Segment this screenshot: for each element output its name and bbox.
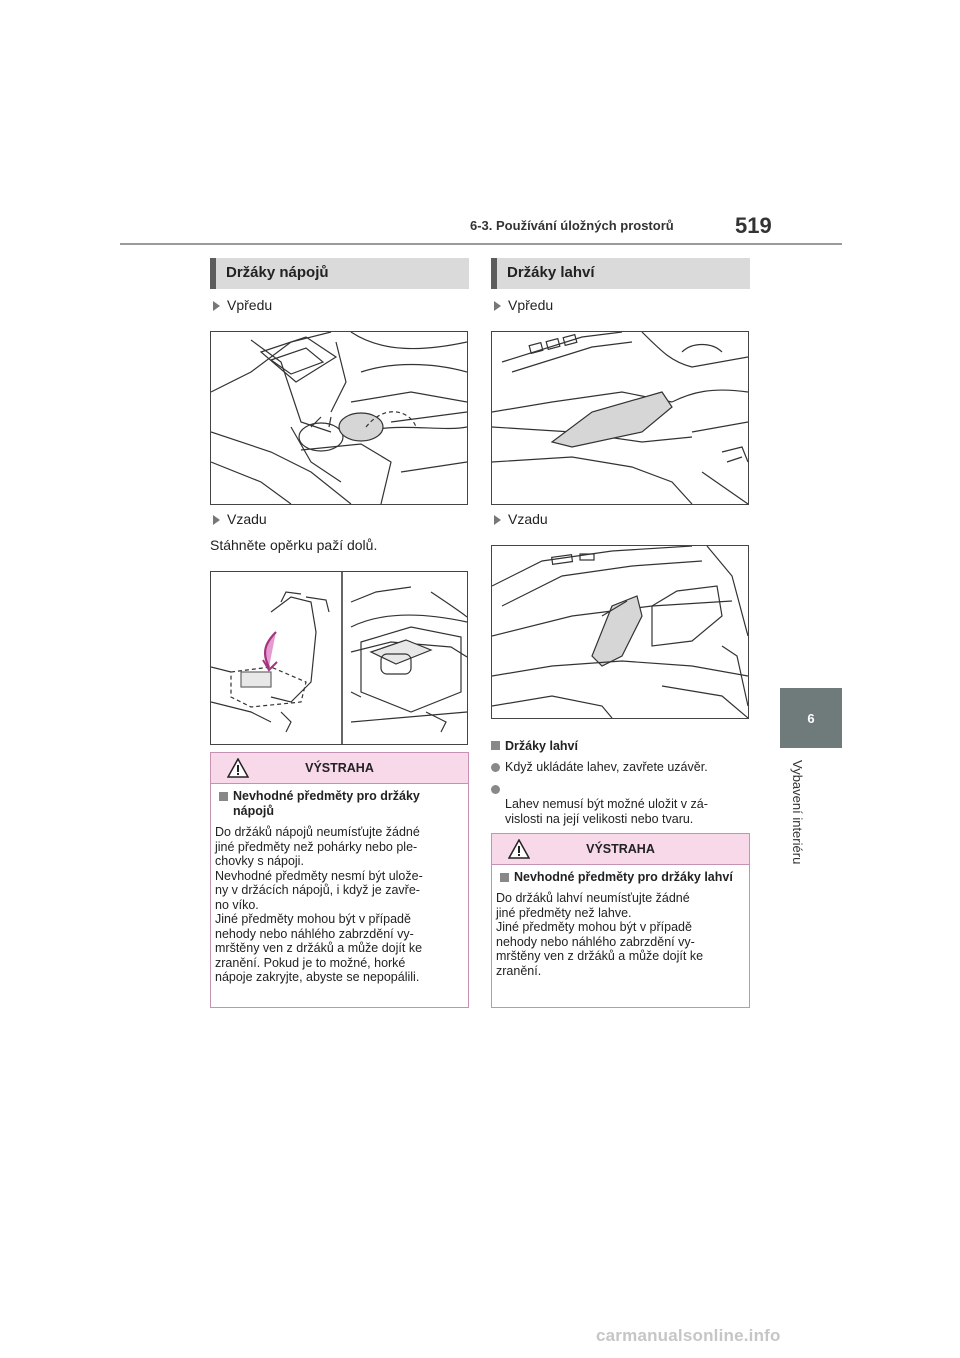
cup-holders-heading: Držáky nápojů [210, 258, 469, 289]
triangle-bullet-icon [494, 301, 501, 311]
bottle-note-1: Když ukládáte lahev, zavřete uzávěr. [491, 760, 749, 775]
warning-title: VÝSTRAHA [305, 761, 374, 775]
triangle-bullet-icon [213, 301, 220, 311]
bottle-holder-warning [491, 833, 750, 1008]
warning-header [211, 753, 468, 784]
front-bottle-holder-illustration [491, 331, 749, 505]
square-bullet-icon [219, 792, 228, 801]
page-number: 519 [735, 213, 772, 238]
section-title: 6-3. Používání úložných prostorů [470, 218, 674, 233]
bottle-notes-heading: Držáky lahví [491, 739, 578, 753]
warning-triangle-icon [508, 839, 530, 859]
chapter-label: Vybavení interiéru [790, 760, 805, 865]
rear-bottle-label: Vzadu [494, 511, 548, 527]
front-cup-holder-illustration [210, 331, 468, 505]
warning-text: Do držáků nápojů neumísťujte žádné jiné předměty než pohárky nebo ple- chovky s nápoji. Nevhodné předměty nesmí být ulože- ny v držácích nápojů, i když je zavře- no víko. Jiné předměty mohou být v případě nehody nebo náhlého zabrzdění vy- mrštěny ven z držáků a může dojít ke zranění. Pokud je to možné, horké nápoje zakryjte, abyste se nepopálili. [215, 825, 423, 984]
square-bullet-icon [500, 873, 509, 882]
chapter-tab: 6 [780, 688, 842, 748]
rear-instruction: Stáhněte opěrku paží dolů. [210, 537, 378, 553]
rear-cup-holder-illustration [210, 571, 468, 745]
round-bullet-icon [491, 763, 500, 772]
warning-title: VÝSTRAHA [586, 842, 655, 856]
bottle-note-2: Lahev nemusí být možné uložit v zá- vislosti na její velikosti nebo tvaru. [491, 782, 749, 827]
header-divider [120, 243, 842, 245]
round-bullet-icon [491, 785, 500, 794]
triangle-bullet-icon [213, 515, 220, 525]
cup-holder-warning [210, 752, 469, 1008]
front-bottle-label: Vpředu [494, 297, 553, 313]
warning-triangle-icon [227, 758, 249, 778]
warning-header [492, 834, 749, 865]
watermark-text: carmanualsonline.info [596, 1326, 781, 1345]
square-bullet-icon [491, 741, 500, 750]
bottle-holders-heading: Držáky lahví [491, 258, 750, 289]
rear-bottle-holder-illustration [491, 545, 749, 719]
rear-cup-label: Vzadu [213, 511, 267, 527]
triangle-bullet-icon [494, 515, 501, 525]
warning-subheading: Nevhodné předměty pro držáky nápojů [215, 789, 462, 819]
warning-subheading: Nevhodné předměty pro držáky lahví [496, 870, 743, 885]
warning-text: Do držáků lahví neumísťujte žádné jiné předměty než lahve. Jiné předměty mohou být v případě nehody nebo náhlého zabrzdění vy- mrštěny ven z držáků a může dojít ke zranění. [496, 891, 704, 978]
front-cup-label: Vpředu [213, 297, 272, 313]
